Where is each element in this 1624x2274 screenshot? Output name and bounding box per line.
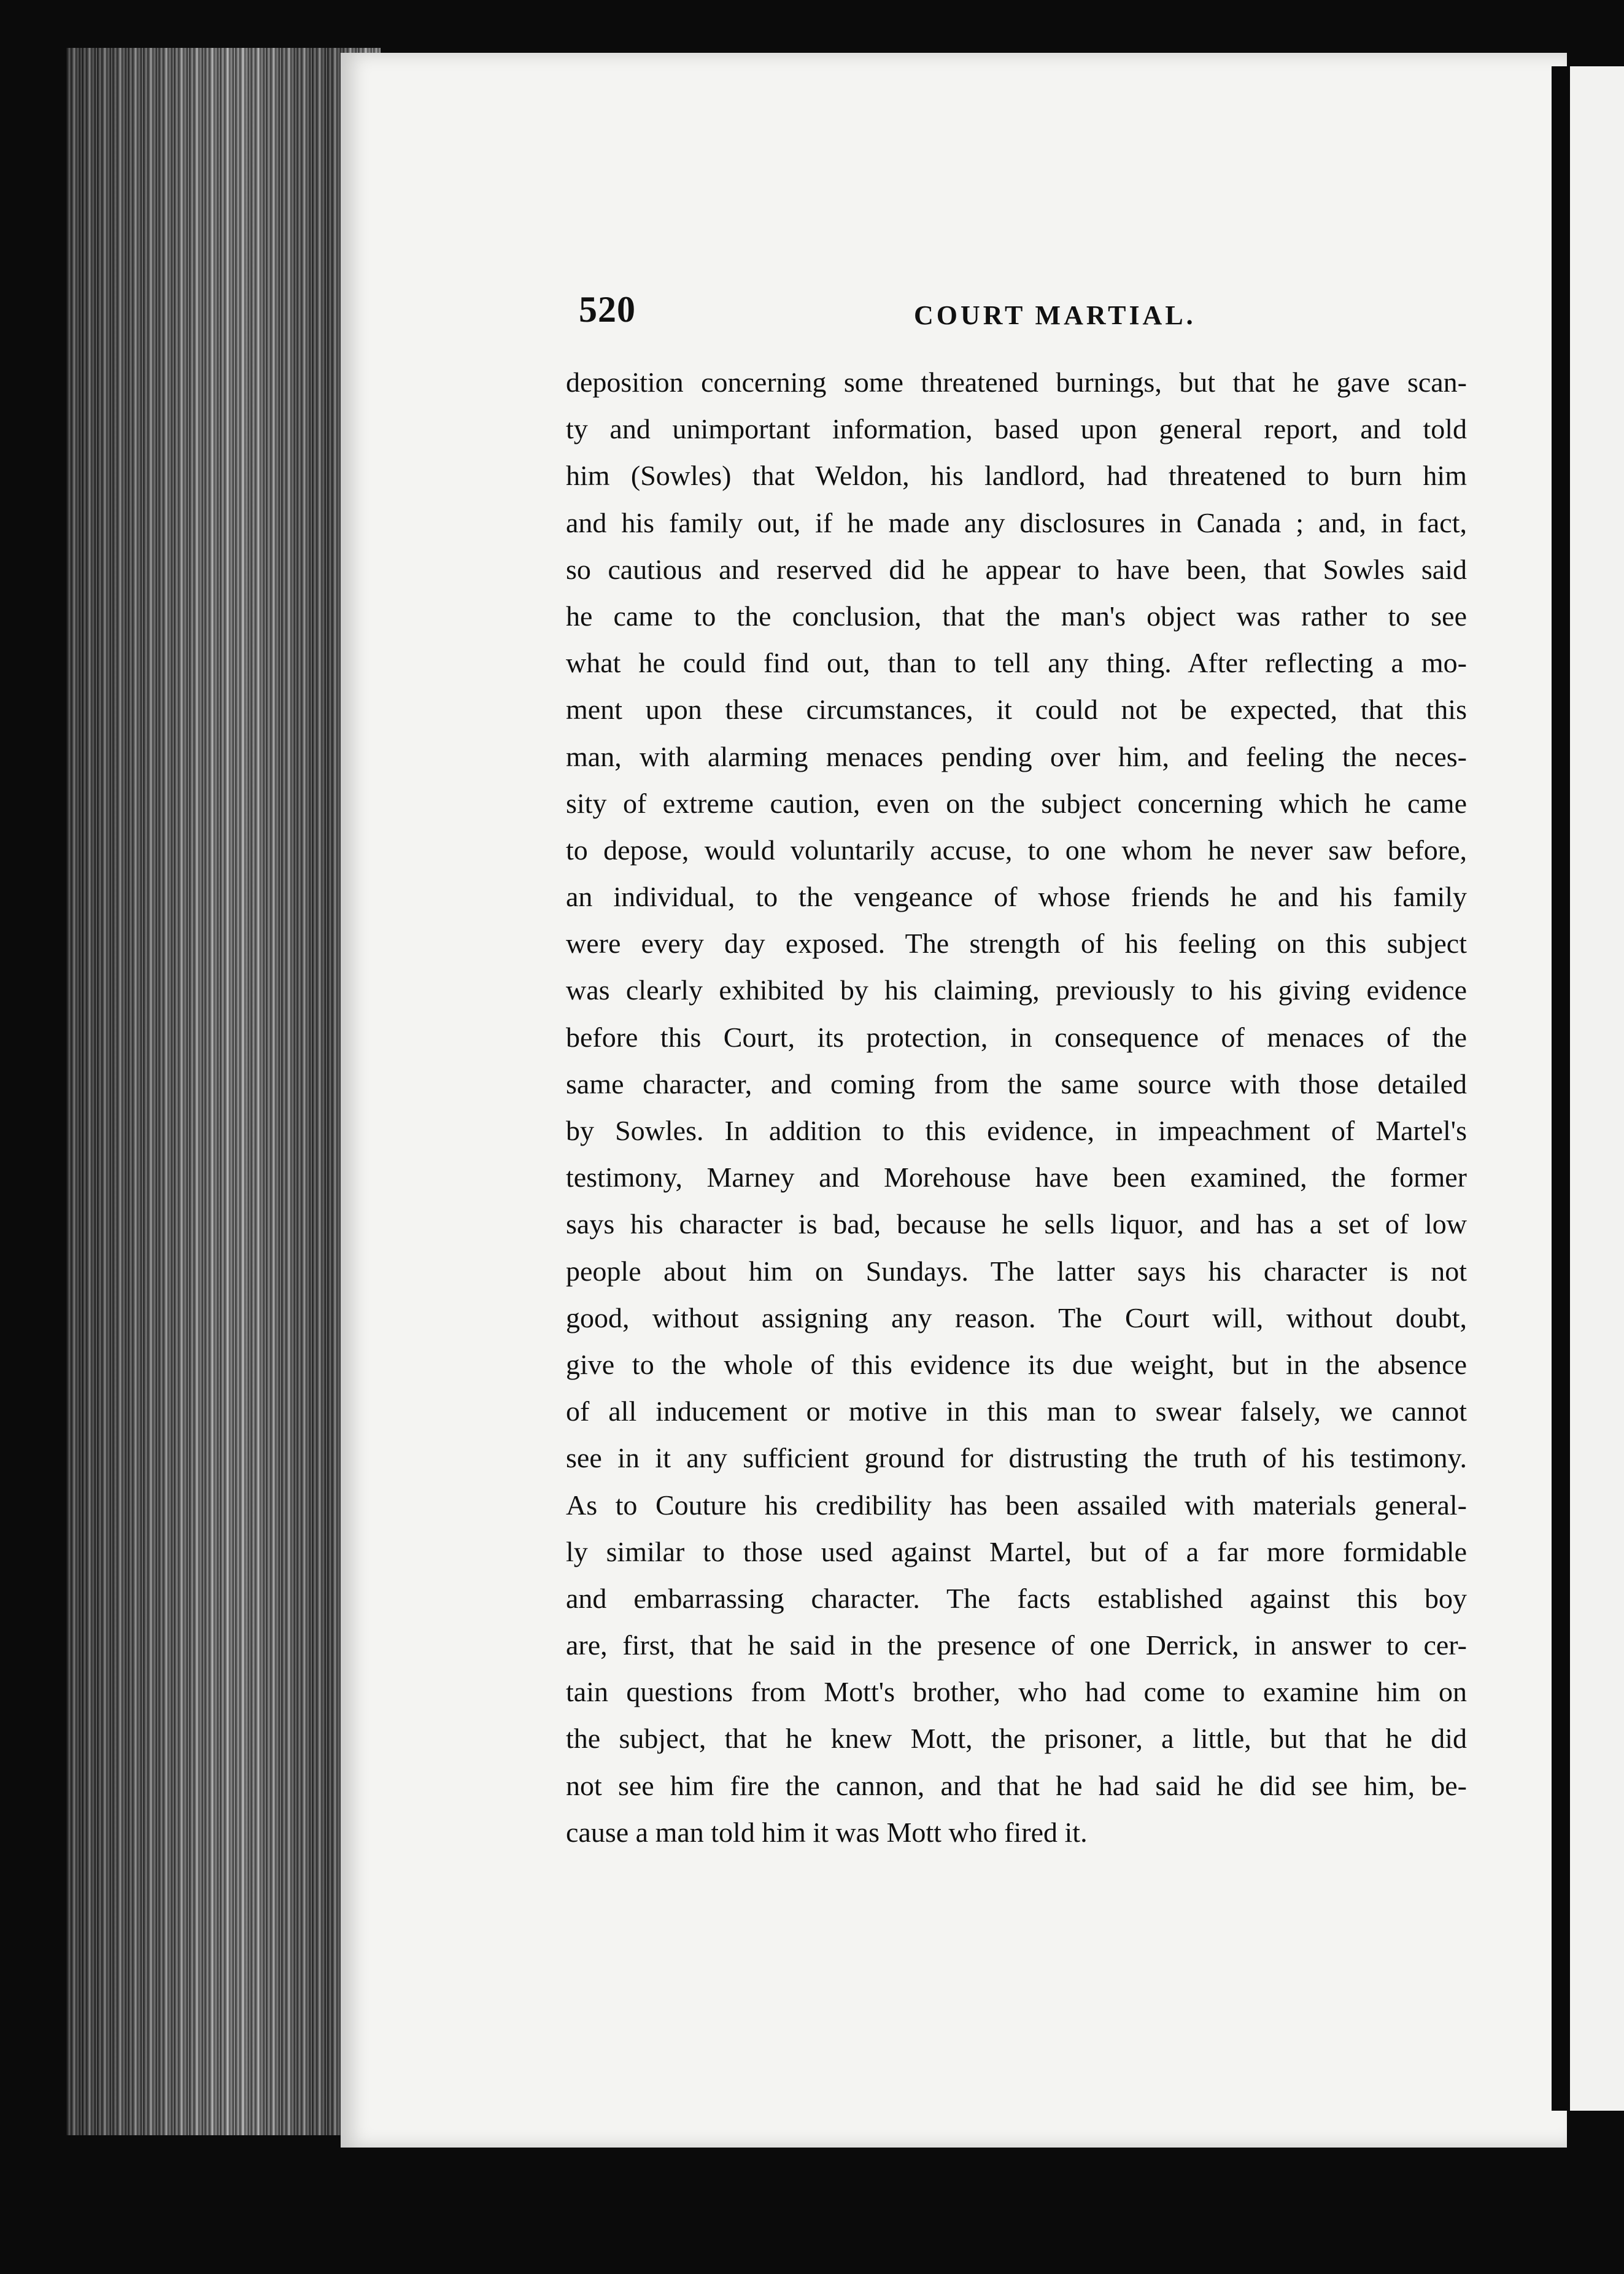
text-line: were every day exposed. The strength of his feeling on this subject [566,928,1467,960]
text-line: man, with alarming menaces pending over him, and feeling the neces- [566,740,1467,772]
text-line: by Sowles. In addition to this evidence, in impeachment of Martel's [566,1115,1467,1146]
text-line: what he could find out, than to tell any thing. After reflecting a mo- [566,647,1467,679]
text-line: ty and unimportant information, based upon general report, and told [566,413,1467,445]
text-line: tain questions from Mott's brother, who had come to examine him on [566,1676,1467,1708]
text-line: not see him fire the cannon, and that he had said he did see him, be- [566,1769,1467,1801]
text-line: he came to the conclusion, that the man's object was rather to see [566,600,1467,632]
text-line: good, without assigning any reason. The Court will, without doubt, [566,1302,1467,1333]
body-text [566,359,1467,1856]
text-line: him (Sowles) that Weldon, his landlord, had threatened to burn him [566,460,1467,492]
text-line: and embarrassing character. The facts established against this boy [566,1582,1467,1614]
text-line: and his family out, if he made any disclosures in Canada ; and, in fact, [566,506,1467,538]
text-line: says his character is bad, because he sells liquor, and has a set of low [566,1208,1467,1240]
text-line: people about him on Sundays. The latter says his character is not [566,1255,1467,1287]
text-line: see in it any sufficient ground for distrusting the truth of his testimony. [566,1442,1467,1474]
text-line: are, first, that he said in the presence of one Derrick, in answer to cer- [566,1629,1467,1661]
text-line: ly similar to those used against Martel, but of a far more formidable [566,1535,1467,1567]
text-line: before this Court, its protection, in consequence of menaces of the [566,1021,1467,1053]
running-head: COURT MARTIAL. [914,300,1196,330]
text-line: testimony, Marney and Morehouse have been examined, the former [566,1162,1467,1193]
text-line: As to Couture his credibility has been assailed with materials general- [566,1489,1467,1521]
facing-page-edge [1552,66,1624,2111]
page-header [579,289,1475,338]
text-line: to depose, would voluntarily accuse, to one whom he never saw before, [566,834,1467,866]
text-line: ment upon these circumstances, it could not be expected, that this [566,694,1467,726]
text-line: so cautious and reserved did he appear to have been, that Sowles said [566,553,1467,585]
text-line: give to the whole of this evidence its due weight, but in the absence [566,1348,1467,1380]
text-line: deposition concerning some threatened burnings, but that he gave scan- [566,367,1467,398]
text-line: same character, and coming from the same source with those detailed [566,1068,1467,1100]
text-line: was clearly exhibited by his claiming, previously to his giving evidence [566,974,1467,1006]
text-line: an individual, to the vengeance of whose friends he and his family [566,881,1467,913]
text-line: of all inducement or motive in this man to swear falsely, we cannot [566,1395,1467,1427]
page-number: 520 [579,289,636,330]
text-line: cause a man told him it was Mott who fired it. [566,1816,1088,1848]
book-page-edges [66,48,381,2135]
text-line: sity of extreme caution, even on the subject concerning which he came [566,787,1467,819]
text-line: the subject, that he knew Mott, the prisoner, a little, but that he did [566,1723,1467,1755]
